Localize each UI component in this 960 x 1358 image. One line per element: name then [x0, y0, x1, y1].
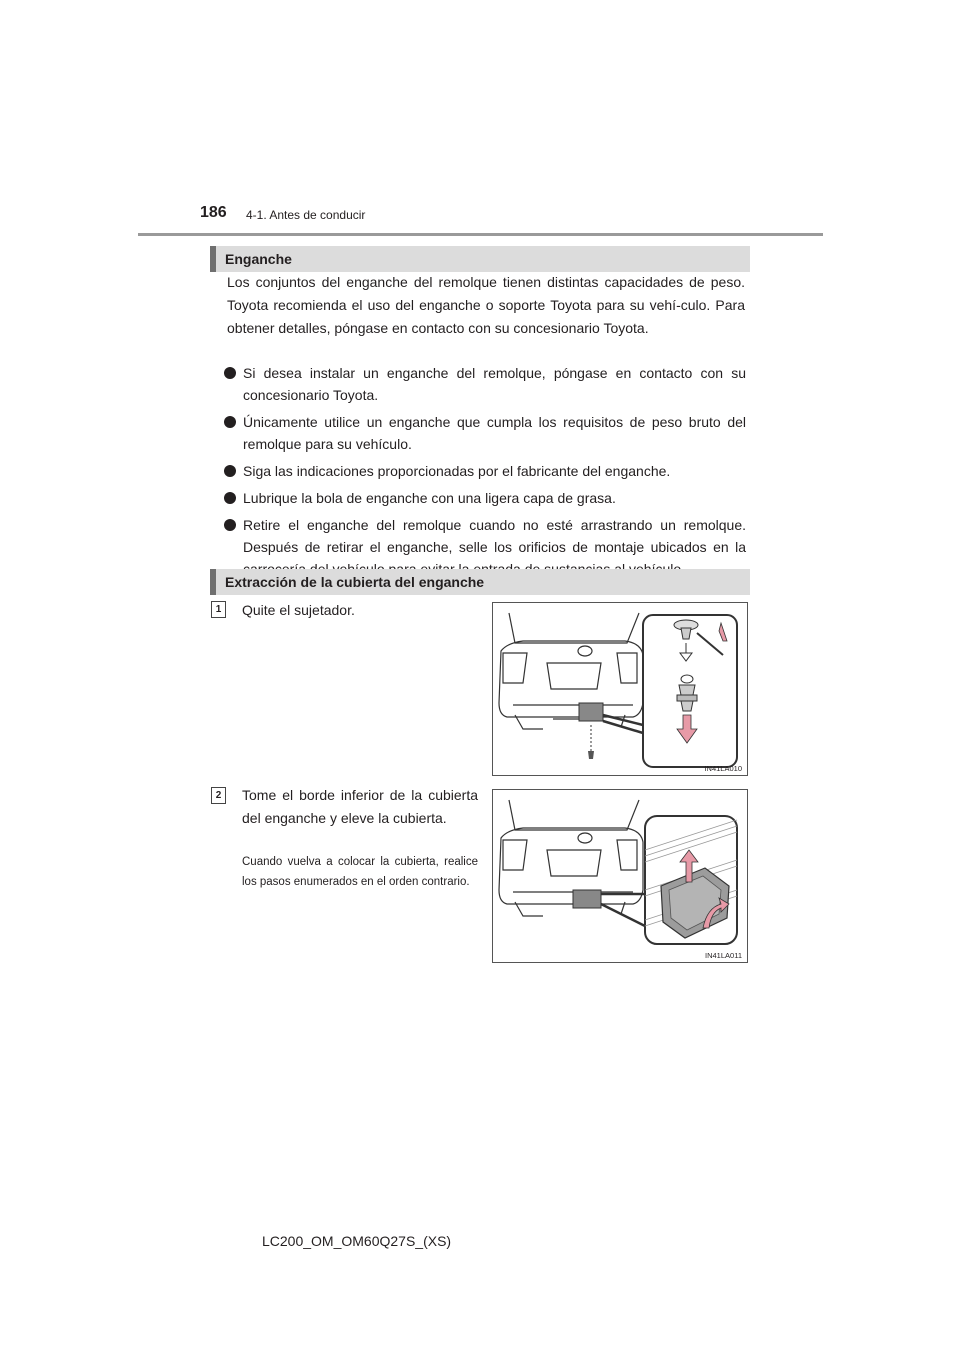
footer-doc-code: LC200_OM_OM60Q27S_(XS): [262, 1233, 452, 1249]
page-number: 186: [200, 204, 227, 221]
figure-lift-cover: [492, 789, 748, 963]
chapter-title: 4-1. Antes de conducir: [246, 208, 366, 222]
bullet-icon: [224, 416, 236, 428]
header-rule: [138, 233, 823, 236]
figure-remove-clip: [492, 602, 748, 776]
list-item: Retire el enganche del remolque cuando no esté arrastrando un remolque. Después de retirar el enganche, selle los orificios de montaje ubicados en la: [224, 514, 746, 580]
list-item: Siga las indicaciones proporcionadas por el fabricante del enganche.: [224, 460, 746, 482]
step-1-text: Quite el sujetador.: [242, 602, 355, 618]
list-item: Únicamente utilice un enganche que cumpla los requisitos de peso bruto del remolque para su vehículo.: [224, 411, 746, 455]
bullet-icon: [224, 492, 236, 504]
list-item: Si desea instalar un enganche del remolque, póngase en contacto con su concesionario Toyota.: [224, 362, 746, 406]
step-number-1: 1: [211, 601, 226, 618]
intro-paragraph: Los conjuntos del enganche del remolque tienen distintas capacidades de peso. Toyota recomienda el uso del enganche o soporte Toyota para su vehí-culo. Para obtener detalles, póngase en contacto con su concesionario Toyota.: [227, 274, 745, 336]
bullet-icon: [224, 519, 236, 531]
section-title-cover-removal: Extracción de la cubierta del enganche: [210, 569, 750, 595]
figure-code: IN41LA010: [704, 764, 742, 773]
list-item: Lubrique la bola de enganche con una ligera capa de grasa.: [224, 487, 746, 509]
section-title-enganche: Enganche: [210, 246, 750, 272]
bullet-icon: [224, 465, 236, 477]
bullet-icon: [224, 367, 236, 379]
step-number-2: 2: [211, 787, 226, 804]
figure-code: IN41LA011: [705, 951, 742, 960]
step-2-text: Tome el borde inferior de la cubierta del enganche y eleve la cubierta.: [242, 787, 478, 826]
vehicle-rear-cover-illustration: [493, 790, 747, 962]
vehicle-rear-clip-illustration: [493, 603, 747, 775]
step-2-note: Cuando vuelva a colocar la cubierta, realice los pasos enumerados en el orden contrario.: [242, 856, 478, 888]
bullet-list: [224, 362, 746, 585]
